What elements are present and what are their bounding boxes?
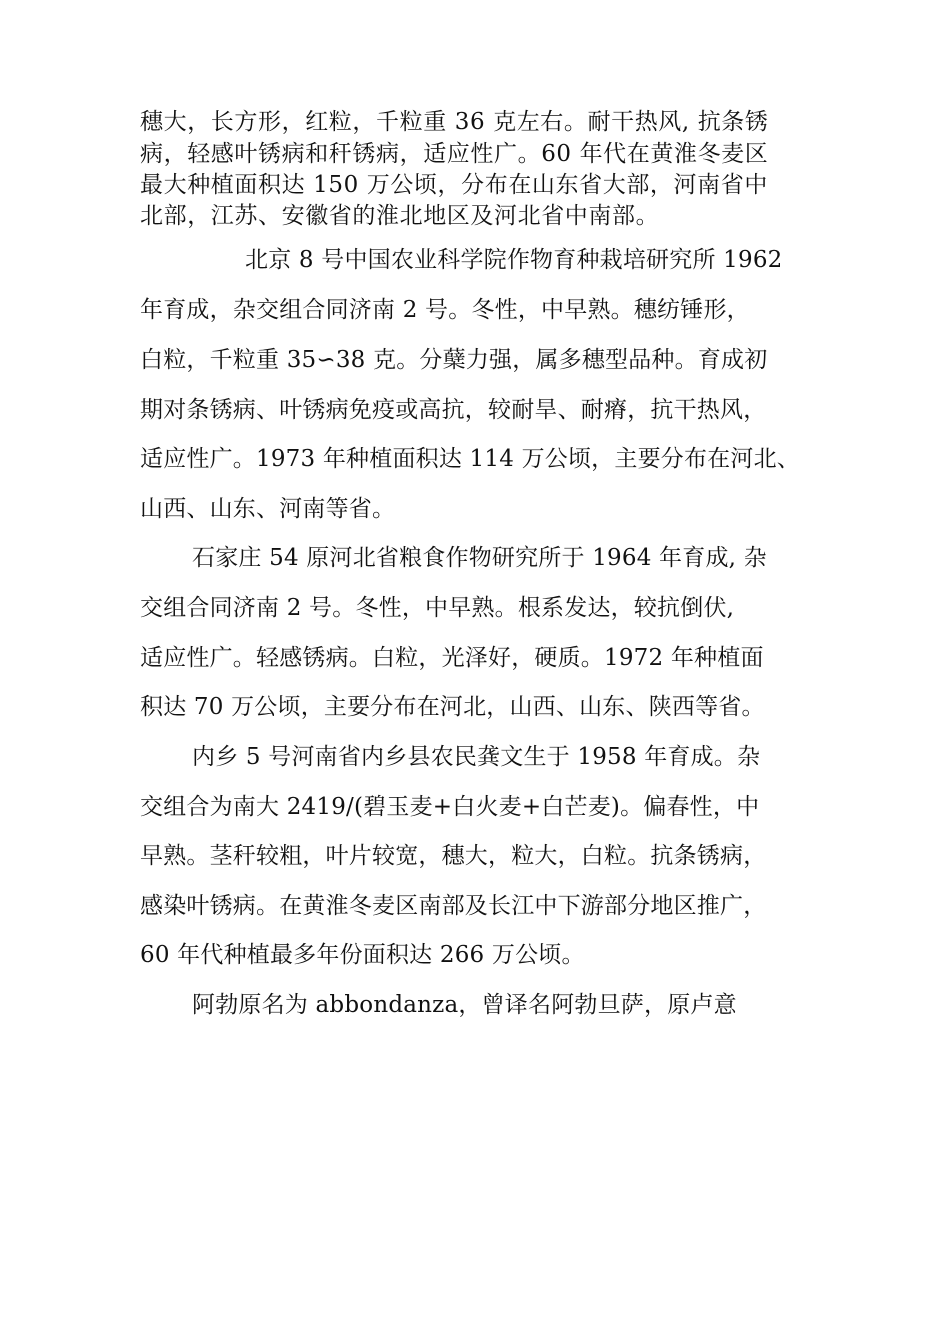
text-line: 适应性广。轻感锈病。白粒，光泽好，硬质。1972 年种植面	[140, 645, 764, 671]
text-line: 年育成，杂交组合同济南 2 号。冬性，中早熟。穗纺锤形，	[140, 297, 750, 323]
text-line: 穗大，长方形，红粒，千粒重 36 克左右。耐干热风, 抗条锈	[140, 109, 769, 135]
text-line: 适应性广。1973 年种植面积达 114 万公顷，主要分布在河北、	[140, 446, 800, 472]
text-line: 感染叶锈病。在黄淮冬麦区南部及长江中下游部分地区推广，	[140, 893, 767, 919]
text-line: 积达 70 万公顷，主要分布在河北，山西、山东、陕西等省。	[140, 694, 765, 720]
text-line: 北京 8 号中国农业科学院作物育种栽培研究所 1962	[245, 247, 783, 273]
text-line: 期对条锈病、叶锈病免疫或高抗，较耐旱、耐瘠，抗干热风，	[140, 397, 767, 423]
text-line: 60 年代种植最多年份面积达 266 万公顷。	[140, 942, 585, 968]
text-line: 病，轻感叶锈病和秆锈病，适应性广。60 年代在黄淮冬麦区	[140, 141, 769, 167]
text-line: 内乡 5 号河南省内乡县农民龚文生于 1958 年育成。杂	[192, 744, 761, 770]
text-line: 最大种植面积达 150 万公顷，分布在山东省大部，河南省中	[140, 172, 768, 198]
text-line: 石家庄 54 原河北省粮食作物研究所于 1964 年育成, 杂	[192, 545, 767, 571]
text-line: 交组合为南大 2419/(碧玉麦+白火麦+白芒麦)。偏春性，中	[140, 794, 760, 820]
text-line: 阿勃原名为 abbondanza，曾译名阿勃旦萨，原卢意	[192, 992, 737, 1018]
text-line: 山西、山东、河南等省。	[140, 496, 396, 522]
text-line: 早熟。茎秆较粗，叶片较宽，穗大，粒大，白粒。抗条锈病，	[140, 843, 767, 869]
text-line: 交组合同济南 2 号。冬性，中早熟。根系发达，较抗倒伏,	[140, 595, 735, 621]
text-line: 白粒，千粒重 35∽38 克。分蘖力强，属多穗型品种。育成初	[140, 347, 768, 373]
text-line: 北部，江苏、安徽省的淮北地区及河北省中南部。	[140, 203, 660, 229]
